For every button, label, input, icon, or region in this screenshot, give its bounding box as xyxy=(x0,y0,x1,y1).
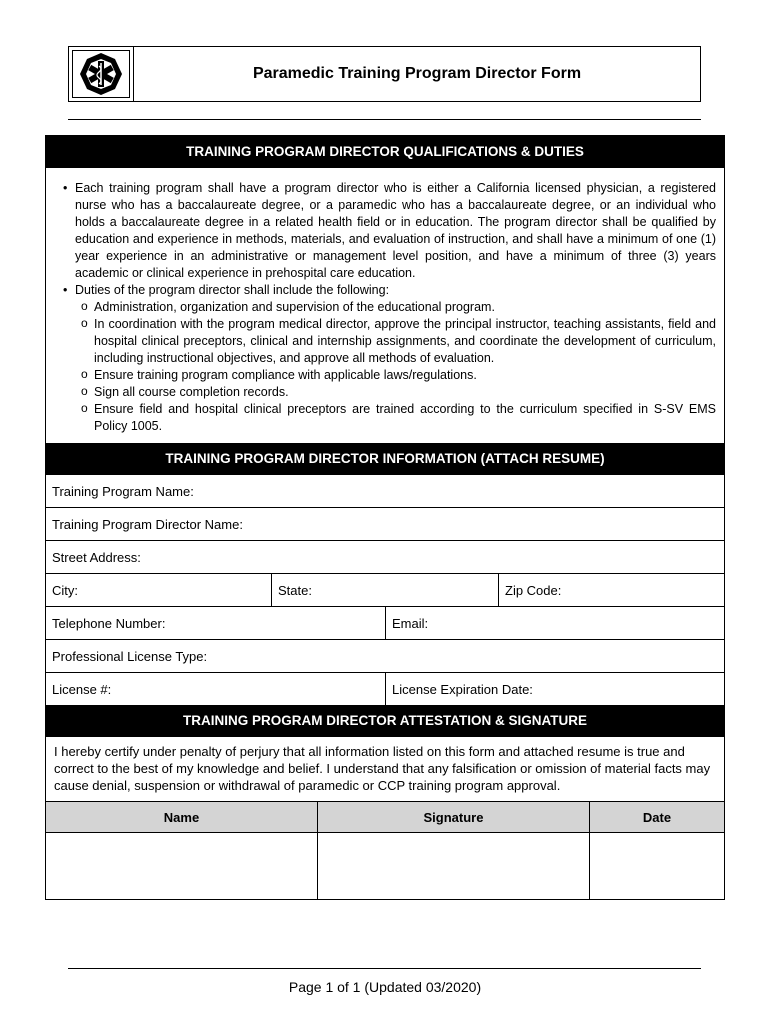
column-header-date: Date xyxy=(589,802,724,832)
zip-code-field[interactable]: Zip Code: xyxy=(498,574,724,606)
signature-table-header xyxy=(46,801,724,832)
license-expiration-field[interactable]: License Expiration Date: xyxy=(385,673,724,705)
form-header xyxy=(68,46,701,102)
city-field[interactable]: City: xyxy=(52,582,78,598)
phone-email-row xyxy=(46,606,724,639)
duty-item: o Ensure field and hospital clinical preceptors are trained according to the curriculum specified in S-SV EMS Policy 1005. xyxy=(54,401,716,435)
section-title-qualifications: TRAINING PROGRAM DIRECTOR QUALIFICATIONS & DUTIES xyxy=(46,136,724,168)
duties-bullet: • Duties of the program director shall include the following: xyxy=(54,282,716,299)
program-name-field[interactable]: Training Program Name: xyxy=(52,483,194,499)
license-type-field[interactable]: Professional License Type: xyxy=(52,648,208,664)
ems-star-of-life-logo-icon xyxy=(72,50,130,98)
license-number-field[interactable]: License #: xyxy=(52,681,112,697)
director-form xyxy=(45,135,725,900)
attestation-text: I hereby certify under penalty of perjury that all information listed on this form and attached resume is true and correct to the best of my knowledge and belief. I understand that any falsification or omission of material facts may cause denial, suspension or withdrawal of paramedic or CCP training program approval. xyxy=(54,744,711,793)
name-input-cell[interactable] xyxy=(46,833,317,899)
column-header-signature: Signature xyxy=(317,802,589,832)
city-state-zip-row xyxy=(46,573,724,606)
qualification-bullet: • Each training program shall have a program director who is either a California licensed physician, a registered nurse who has a baccalaureate degree, or a paramedic who has a baccalaureate degree, or an individual who holds a baccalaureate degree in a related health field or in education. The program director shall be qualified by education and experience in methods, materials, and evaluation of instruction, and shall have a minimum of one (1) year experience in an administrative or management level position, and have a minimum of three (3) years academic or clinical experience in prehospital care education. xyxy=(54,180,716,282)
date-input-cell[interactable] xyxy=(589,833,724,899)
director-name-field[interactable]: Training Program Director Name: xyxy=(52,516,243,532)
signature-input-cell[interactable] xyxy=(317,833,589,899)
duty-item: o Ensure training program compliance with applicable laws/regulations. xyxy=(54,367,716,384)
section-title-information: TRAINING PROGRAM DIRECTOR INFORMATION (ATTACH RESUME) xyxy=(46,443,724,475)
column-header-name: Name xyxy=(163,809,200,825)
header-divider xyxy=(68,119,701,120)
logo xyxy=(69,47,134,101)
street-address-field[interactable]: Street Address: xyxy=(52,549,141,565)
page-title: Paramedic Training Program Director Form xyxy=(252,65,582,82)
state-field[interactable]: State: xyxy=(271,574,498,606)
director-name-row xyxy=(46,507,724,540)
duty-item: o In coordination with the program medical director, approve the principal instructor, teaching assistants, field and hospital clinical preceptors, clinical and internship assignments, and coordinate the development of curriculum, including instructional objectives, and approve all methods of evaluation. xyxy=(54,316,716,367)
duty-item: o Administration, organization and supervision of the educational program. xyxy=(54,299,716,316)
street-row xyxy=(46,540,724,573)
footer-divider xyxy=(68,968,701,969)
license-row xyxy=(46,672,724,705)
signature-table-row xyxy=(46,832,724,899)
page-footer: Page 1 of 1 (Updated 03/2020) xyxy=(288,979,482,995)
section-title-attestation: TRAINING PROGRAM DIRECTOR ATTESTATION & SIGNATURE xyxy=(46,705,724,737)
duty-item: o Sign all course completion records. xyxy=(54,384,716,401)
email-field[interactable]: Email: xyxy=(385,607,724,639)
qualifications-list xyxy=(46,168,724,443)
telephone-field[interactable]: Telephone Number: xyxy=(52,615,166,631)
program-name-row xyxy=(46,475,724,507)
license-type-row xyxy=(46,639,724,672)
